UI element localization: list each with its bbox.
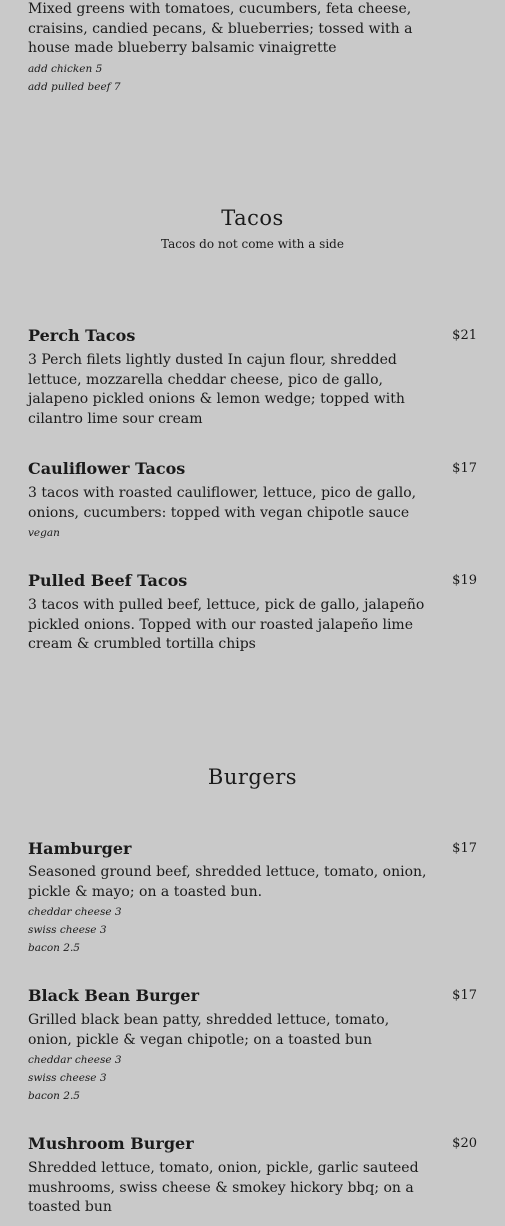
addon-cheddar-cheese: cheddar cheese 3: [28, 1054, 122, 1066]
menu-item-price-perch-tacos: $21: [452, 328, 477, 343]
menu-item-price-cauliflower-tacos: $17: [452, 461, 477, 476]
menu-item-description-hamburger: Seasoned ground beef, shredded lettuce, tomato, onion, pickle & mayo; on a toasted bun.: [28, 864, 427, 900]
menu-item-description-pulled-beef-tacos: 3 tacos with pulled beef, lettuce, pick de gallo, jalapeño pickled onions. Topped with our roasted jalapeño lime cream & crumbled tortilla chips: [28, 597, 425, 653]
menu-item-name-pulled-beef-tacos: Pulled Beef Tacos: [28, 571, 188, 590]
salad-addon-pulled-beef: add pulled beef 7: [28, 81, 121, 93]
tacos-section-subtitle: Tacos do not come with a side: [161, 237, 344, 251]
menu-item-name-perch-tacos: Perch Tacos: [28, 326, 136, 345]
menu-item-name-mushroom-burger: Mushroom Burger: [28, 1134, 194, 1153]
menu-item-price-hamburger: $17: [452, 841, 477, 856]
menu-item-description-cauliflower-tacos: 3 tacos with roasted cauliflower, lettuce, pico de gallo, onions, cucumbers: topped with vegan chipotle sauce: [28, 485, 417, 521]
menu-item-name-cauliflower-tacos: Cauliflower Tacos: [28, 459, 186, 478]
menu-item-price-black-bean-burger: $17: [452, 988, 477, 1003]
menu-item-price-mushroom-burger: $20: [452, 1136, 477, 1151]
menu-item-price-pulled-beef-tacos: $19: [452, 573, 477, 588]
menu-item-note-vegan: vegan: [28, 527, 60, 539]
salad-addon-chicken: add chicken 5: [28, 63, 103, 75]
salad-description: Mixed greens with tomatoes, cucumbers, feta cheese, craisins, candied pecans, & blueberries; tossed with a house made blueberry balsamic vinaigrette: [28, 1, 413, 57]
addon-swiss-cheese: swiss cheese 3: [28, 924, 107, 936]
addon-bacon: bacon 2.5: [28, 942, 80, 954]
menu-item-name-black-bean-burger: Black Bean Burger: [28, 986, 200, 1005]
addon-swiss-cheese: swiss cheese 3: [28, 1072, 107, 1084]
menu-item-name-hamburger: Hamburger: [28, 839, 132, 858]
menu-item-description-black-bean-burger: Grilled black bean patty, shredded lettuce, tomato, onion, pickle & vegan chipotle; on a toasted bun: [28, 1012, 390, 1048]
burgers-section-title: Burgers: [207, 765, 298, 789]
menu-item-description-mushroom-burger: Shredded lettuce, tomato, onion, pickle, garlic sauteed mushrooms, swiss cheese & smokey hickory bbq; on a toasted bun: [28, 1160, 419, 1216]
addon-cheddar-cheese: cheddar cheese 3: [28, 906, 122, 918]
tacos-section-title: Tacos: [221, 206, 284, 230]
addon-bacon: bacon 2.5: [28, 1090, 80, 1102]
menu-item-description-perch-tacos: 3 Perch filets lightly dusted In cajun flour, shredded lettuce, mozzarella cheddar cheese, pico de gallo, jalapeno pickled onions & lemon wedge; topped with cilantro lime sour cream: [28, 352, 405, 427]
